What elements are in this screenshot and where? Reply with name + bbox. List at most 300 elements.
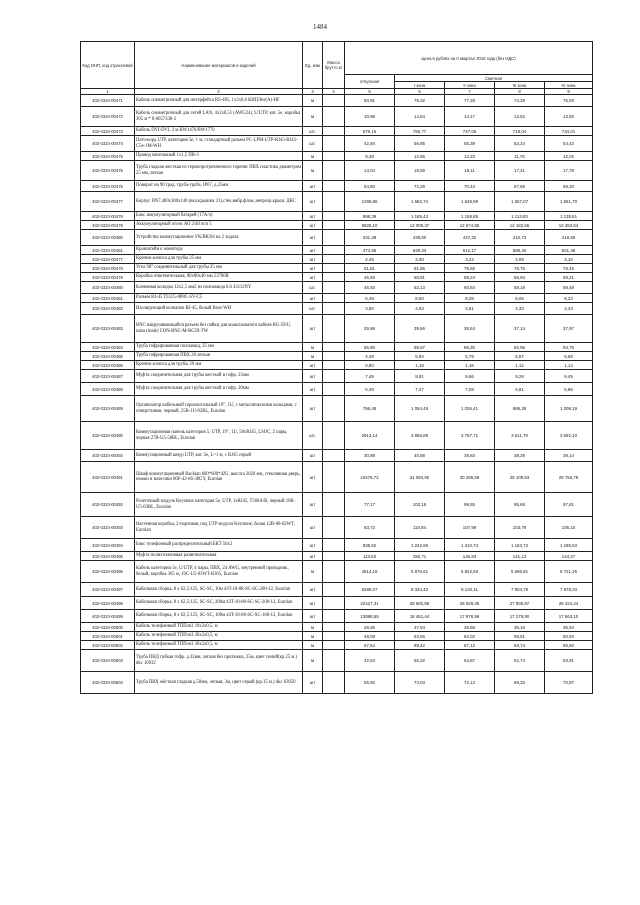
row-name: Муфта соединительная для трубы жесткой и гофр. 20мм	[135, 383, 303, 396]
row-mass	[323, 632, 345, 641]
row-zone4-price: 29 756,79	[545, 462, 593, 493]
row-mass	[323, 136, 345, 152]
row-zone1-price: 39,66	[395, 315, 445, 343]
row-code: 402-0310-00487	[81, 370, 135, 383]
row-zone2-price: 8,38	[445, 294, 495, 303]
row-zone2-price: 39,83	[445, 450, 495, 462]
row-zone3-price: 9,28	[495, 370, 545, 383]
row-release-price: 66,90	[345, 343, 395, 352]
row-release-price: 46,93	[345, 282, 395, 294]
row-release-price: 30,88	[345, 450, 395, 462]
row-unit: шт	[303, 246, 323, 255]
row-release-price: 14,04	[345, 161, 395, 181]
row-zone3-price: 58,19	[495, 282, 545, 294]
row-zone4-price: 8,23	[545, 294, 593, 303]
row-release-price: 42,94	[345, 136, 395, 152]
row-unit: шт	[303, 517, 323, 539]
table-row	[81, 127, 593, 136]
row-zone1-price: 5 976,61	[395, 561, 445, 583]
row-zone1-price: 628,33	[395, 246, 445, 255]
row-release-price: 331,28	[345, 230, 395, 246]
row-zone2-price: 60,54	[445, 282, 495, 294]
row-zone2-price: 59,24	[445, 273, 495, 282]
row-zone4-price: 5,69	[545, 352, 593, 361]
header-prices-title: Цена в рублях на II квартал 2016 года (без НДС)	[345, 42, 593, 75]
row-mass	[323, 650, 345, 672]
row-zone4-price: 12 453,54	[545, 221, 593, 230]
column-number: 5	[345, 89, 395, 95]
row-unit: шт	[303, 450, 323, 462]
row-unit: м	[303, 95, 323, 107]
row-code: 402-0310-00499	[81, 610, 135, 623]
row-zone3-price: 12 182,66	[495, 221, 545, 230]
row-zone1-price: 102,16	[395, 493, 445, 517]
table-row	[81, 450, 593, 462]
table-row	[81, 221, 593, 230]
row-mass	[323, 583, 345, 597]
row-zone4-price: 59,48	[545, 282, 593, 294]
row-unit: шт	[303, 583, 323, 597]
row-zone3-price: 986,28	[495, 396, 545, 422]
row-zone4-price: 37,97	[545, 315, 593, 343]
row-zone1-price: 31 084,90	[395, 462, 445, 493]
header-zone-4: IV зона	[545, 82, 593, 89]
row-mass	[323, 181, 345, 192]
row-zone2-price: 107,99	[445, 517, 495, 539]
table-row	[81, 230, 593, 246]
row-zone3-price: 52,74	[495, 650, 545, 672]
row-release-price: 5,49	[345, 383, 395, 396]
table-row	[81, 672, 593, 694]
table-row	[81, 152, 593, 161]
row-zone4-price: 85,60	[545, 641, 593, 650]
price-table	[80, 41, 593, 694]
row-zone2-price: 62,02	[445, 632, 495, 641]
row-name: Настенная коробка, 2-портовая, под UTP модули Keystone, белая 12B-00-02WT, Eurolan	[135, 517, 303, 539]
row-zone1-price: 62,13	[395, 282, 445, 294]
row-mass	[323, 221, 345, 230]
table-row	[81, 396, 593, 422]
row-zone2-price: 4,51	[445, 303, 495, 315]
row-unit: м	[303, 107, 323, 127]
row-mass	[323, 396, 345, 422]
header-name: Наименование материалов и изделий	[135, 42, 303, 89]
row-code: 402-0310-00479	[81, 273, 135, 282]
row-zone4-price: 1 138,61	[545, 212, 593, 221]
row-zone2-price: 18,11	[445, 161, 495, 181]
row-mass	[323, 610, 345, 623]
row-zone3-price: 37,14	[495, 315, 545, 343]
row-code: 402-0310-00484	[81, 343, 135, 352]
table-row	[81, 343, 593, 352]
row-zone1-price: 1 242,69	[395, 539, 445, 552]
row-zone2-price: 14,17	[445, 107, 495, 127]
row-zone1-price: 4,63	[395, 303, 445, 315]
row-code: 402-0310-00495	[81, 552, 135, 561]
row-mass	[323, 462, 345, 493]
row-unit: м	[303, 650, 323, 672]
row-mass	[323, 517, 345, 539]
row-name: Устройство коммутационное УК/ВК/04 на 2 ходала	[135, 230, 303, 246]
row-zone2-price: 1 210,74	[445, 539, 495, 552]
row-zone2-price: 747,05	[445, 127, 495, 136]
table-row	[81, 597, 593, 610]
row-release-price: 579,15	[345, 127, 395, 136]
row-zone1-price: 1 189,43	[395, 212, 445, 221]
row-mass	[323, 352, 345, 361]
row-name: BNC накручивающийся разъем без пайки для коаксиального кабеля RG-59/U, папа (male) CON-BNC-M-RG59-TW	[135, 315, 303, 343]
row-zone4-price: 12,02	[545, 152, 593, 161]
table-row	[81, 641, 593, 650]
row-unit: м	[303, 641, 323, 650]
table-row	[81, 161, 593, 181]
row-mass	[323, 230, 345, 246]
row-zone3-price: 74,28	[495, 95, 545, 107]
row-zone3-price: 95,68	[495, 493, 545, 517]
row-zone3-price: 76,75	[495, 264, 545, 273]
row-zone4-price: 53,91	[545, 650, 593, 672]
row-name: Угол 90° соединительный для трубы 25 мм	[135, 264, 303, 273]
row-code: 402-0310-00482	[81, 303, 135, 315]
row-mass	[323, 450, 345, 462]
row-release-price: 42,54	[345, 650, 395, 672]
row-zone4-price: 7 978,33	[545, 583, 593, 597]
row-name: Кабель симметричный для сетей LAN, 4х2х0,51 (AWG24), U/UTP, кат. 5е, коробка 305 м * 0-0057338-2	[135, 107, 303, 127]
table-row	[81, 282, 593, 294]
row-code: 402-0310-00481	[81, 246, 135, 255]
row-zone4-price: 58,21	[545, 273, 593, 282]
row-zone4-price: 9,49	[545, 370, 593, 383]
row-unit: шт	[303, 539, 323, 552]
row-release-price: 796,48	[345, 396, 395, 422]
row-release-price: 60,91	[345, 95, 395, 107]
row-code: 402-0310-00480	[81, 230, 135, 246]
row-zone3-price: 17,41	[495, 161, 545, 181]
row-mass	[323, 552, 345, 561]
row-code: 402-0310-00485	[81, 352, 135, 361]
row-zone2-price: 28 929,35	[445, 597, 495, 610]
row-code: 402-0310-00502	[81, 641, 135, 650]
table-row	[81, 422, 593, 450]
row-unit: шт.	[303, 136, 323, 152]
row-zone1-price: 8 334,42	[395, 583, 445, 597]
row-release-price: 83,72	[345, 517, 395, 539]
row-mass	[323, 561, 345, 583]
row-mass	[323, 282, 345, 294]
row-zone1-price: 40,88	[395, 450, 445, 462]
row-zone4-price: 5 721,26	[545, 561, 593, 583]
row-release-price: 28,36	[345, 623, 395, 632]
row-release-price: 10,98	[345, 107, 395, 127]
header-zone-3: III зона	[495, 82, 545, 89]
row-mass	[323, 264, 345, 273]
table-row	[81, 212, 593, 221]
row-code: 402-0310-00480	[81, 282, 135, 294]
table-row	[81, 462, 593, 493]
row-mass	[323, 303, 345, 315]
row-code: 402-0310-00490	[81, 422, 135, 450]
row-unit: шт	[303, 212, 323, 221]
row-zone4-price: 601,48	[545, 246, 593, 255]
header-code: Код ОНП, код отраслевой	[81, 42, 135, 89]
row-unit: шт	[303, 221, 323, 230]
row-name: Бокс аккумуляторный батарей (17А/ч)	[135, 212, 303, 221]
row-zone1-price: 3 856,89	[395, 422, 445, 450]
row-zone1-price: 63,66	[395, 632, 445, 641]
row-zone2-price: 1 026,41	[445, 396, 495, 422]
row-unit: м	[303, 152, 323, 161]
row-name: Труба ПНД гибкая гофр. д.32мм, легкая без протяжки, 25м, цвет синий(кр.25 м.) dkc 10932	[135, 650, 303, 672]
row-zone4-price: 97,81	[545, 493, 593, 517]
row-code: 402-0310-00503	[81, 650, 135, 672]
row-name: Бокс телефонный распределительный БКТ 50х2	[135, 539, 303, 552]
row-unit: шт	[303, 370, 323, 383]
row-unit: шт	[303, 361, 323, 370]
row-unit: шт	[303, 672, 323, 694]
row-unit: шт	[303, 383, 323, 396]
row-zone2-price: 12,23	[445, 152, 495, 161]
row-zone3-price: 1,12	[495, 361, 545, 370]
row-zone3-price: 69,33	[495, 672, 545, 694]
row-release-price: 4514,15	[345, 561, 395, 583]
row-mass	[323, 623, 345, 632]
row-name: Кабельная сборка, 8 х 62,5/125, SC-SC, 100м 43T-10-08-SC-SC-100-12, Eurolan	[135, 610, 303, 623]
row-code: 402-0310-00486	[81, 361, 135, 370]
row-zone4-price: 419,86	[545, 230, 593, 246]
row-zone3-price: 3,09	[495, 255, 545, 264]
row-unit: шт	[303, 264, 323, 273]
row-unit: шт	[303, 597, 323, 610]
row-code: 402-0310-00501	[81, 632, 135, 641]
row-zone4-price: 70,87	[545, 672, 593, 694]
row-mass	[323, 315, 345, 343]
row-release-price: 7,49	[345, 370, 395, 383]
row-code: 402-0310-00494	[81, 539, 135, 552]
row-code: 402-0310-00491	[81, 462, 135, 493]
row-zone2-price: 38,64	[445, 315, 495, 343]
table-row	[81, 303, 593, 315]
row-mass	[323, 212, 345, 221]
row-zone4-price: 17,79	[545, 161, 593, 181]
row-zone3-price: 38,29	[495, 450, 545, 462]
row-zone3-price: 718,04	[495, 127, 545, 136]
row-zone4-price: 84,79	[545, 343, 593, 352]
row-zone3-price: 5 596,81	[495, 561, 545, 583]
row-zone3-price: 1 163,72	[495, 539, 545, 552]
row-mass	[323, 152, 345, 161]
row-zone4-price: 13,92	[545, 107, 593, 127]
table-row	[81, 107, 593, 127]
row-zone2-price: 5,79	[445, 352, 495, 361]
row-release-price: 9,48	[345, 152, 395, 161]
column-number: 7	[445, 89, 495, 95]
row-zone3-price: 7 804,79	[495, 583, 545, 597]
header-unit: Ед. изм	[303, 42, 323, 89]
row-zone1-price: 74,03	[395, 672, 445, 694]
page-number: 1484	[313, 23, 327, 31]
row-zone2-price: 17 976,99	[445, 610, 495, 623]
row-mass	[323, 383, 345, 396]
row-zone1-price: 37,54	[395, 623, 445, 632]
row-name: Труба гофрированная полиамид, 25 мм	[135, 343, 303, 352]
row-mass	[323, 672, 345, 694]
row-zone3-price: 1 113,83	[495, 212, 545, 221]
row-name: Крепеж-клипса для трубы 20 мм	[135, 361, 303, 370]
row-zone1-price: 150,71	[395, 552, 445, 561]
row-zone2-price: 427,32	[445, 230, 495, 246]
row-zone2-price: 87,12	[445, 641, 495, 650]
row-zone4-price: 75,93	[545, 95, 593, 107]
row-name: Кабель симметричный для интерфейса RS-485, 1х2х0,6 КИПЭнг(А)-HF	[135, 95, 303, 107]
table-row	[81, 539, 593, 552]
row-code: 402-0310-00492	[81, 493, 135, 517]
row-unit: шт.	[303, 282, 323, 294]
row-code: 402-0310-00500	[81, 623, 135, 632]
row-mass	[323, 95, 345, 107]
row-zone1-price: 5,94	[395, 352, 445, 361]
row-zone1-price: 438,60	[395, 230, 445, 246]
row-zone2-price: 77,28	[445, 95, 495, 107]
row-unit: шт	[303, 181, 323, 192]
row-code: 402-0310-00474	[81, 136, 135, 152]
row-name: Разъем RJ-45 TLUG-8P8C-SV-C5	[135, 294, 303, 303]
row-zone2-price: 7,08	[445, 383, 495, 396]
table-row	[81, 315, 593, 343]
table-row	[81, 264, 593, 273]
row-mass	[323, 246, 345, 255]
row-unit: шт	[303, 230, 323, 246]
row-unit: шт.	[303, 422, 323, 450]
row-release-price: 3,50	[345, 303, 395, 315]
row-zone1-price: 110,84	[395, 517, 445, 539]
row-name: Кронштейн к монитору	[135, 246, 303, 255]
column-number: 2	[135, 89, 303, 95]
table-row	[81, 370, 593, 383]
row-zone1-price: 72,29	[395, 181, 445, 192]
row-zone3-price: 141,13	[495, 552, 545, 561]
header-zone-2: II зона	[445, 82, 495, 89]
column-number: 8	[495, 89, 545, 95]
row-zone3-price: 410,73	[495, 230, 545, 246]
row-zone4-price: 1 008,19	[545, 396, 593, 422]
row-name: Организатор кабельный горизонтальный 19", 1U, с металлическими кольцами, с отверстиями, черный, 25B-1U-02BL, Eurolan	[135, 396, 303, 422]
row-unit: шт	[303, 462, 323, 493]
row-unit: шт	[303, 315, 323, 343]
row-zone4-price: 3,16	[545, 255, 593, 264]
row-zone2-price: 54,87	[445, 650, 495, 672]
row-zone3-price: 11,76	[495, 152, 545, 161]
row-release-price: 29,96	[345, 315, 395, 343]
row-mass	[323, 343, 345, 352]
table-row	[81, 273, 593, 282]
row-name: Изолирующий колпачок RJ-45, белый Boot-WH	[135, 303, 303, 315]
table-row	[81, 361, 593, 370]
row-code: 402-0310-00477	[81, 192, 135, 212]
row-name: Провод монтажный 1х1,5 ПВ-3	[135, 152, 303, 161]
row-name: Труба гладкая жесткая из термопротрочненного гореняс ПВХ пластика диаметром 25 мм, легкая	[135, 161, 303, 181]
row-zone1-price: 1 054,49	[395, 396, 445, 422]
table-body	[81, 95, 593, 694]
row-unit: м	[303, 161, 323, 181]
row-code: 402-0310-00476	[81, 181, 135, 192]
row-zone4-price: 69,20	[545, 181, 593, 192]
row-release-price: 22427,31	[345, 597, 395, 610]
row-unit: м	[303, 343, 323, 352]
row-zone4-price: 39,14	[545, 450, 593, 462]
row-zone1-price: 56,32	[395, 650, 445, 672]
row-name: Муфта полиэтиленовая разветвительная	[135, 552, 303, 561]
row-name: Кабель категории 5е, U/UTP, 4 пары, ПВХ, 24 AWG, внутренний проводник, белый, коробка 305 м, 19С-U5-03WT-B305, Eurolan	[135, 561, 303, 583]
row-zone2-price: 70,43	[445, 181, 495, 192]
row-zone4-price: 1 561,70	[545, 192, 593, 212]
row-zone1-price: 9,91	[395, 370, 445, 383]
row-code: 402-0310-00479	[81, 221, 135, 230]
table-row	[81, 493, 593, 517]
row-zone3-price: 27 805,97	[495, 597, 545, 610]
row-code: 402-0310-00473	[81, 127, 135, 136]
row-mass	[323, 539, 345, 552]
row-zone1-price: 3,30	[395, 255, 445, 264]
row-zone1-price: 56,85	[395, 136, 445, 152]
row-mass	[323, 361, 345, 370]
row-name: Клеммная колодка 12х2,5 мм2 из полиамида 6.6 43112NY	[135, 282, 303, 294]
header-estimate: Сметная	[395, 75, 593, 82]
row-name: Коммутационная панель категория 5, UTP, 19", 1U, 50xRJ45, LSOC, 2 пары, черная 27B-U5-50BL, Eurolan	[135, 422, 303, 450]
row-zone4-price: 1 189,63	[545, 539, 593, 552]
row-zone4-price: 28 424,24	[545, 597, 593, 610]
row-zone2-price: 1 158,85	[445, 212, 495, 221]
row-zone3-price: 67,69	[495, 181, 545, 192]
row-zone4-price: 17 663,10	[545, 610, 593, 623]
row-zone3-price: 35,16	[495, 623, 545, 632]
row-mass	[323, 370, 345, 383]
table-row	[81, 192, 593, 212]
row-code: 402-0310-00489	[81, 396, 135, 422]
row-mass	[323, 294, 345, 303]
column-number: 1	[81, 89, 135, 95]
row-code: 402-0310-00497	[81, 583, 135, 597]
row-zone2-price: 72,13	[445, 672, 495, 694]
column-number: 6	[395, 89, 445, 95]
row-name: Кабель DVI-DVI, 2 м BW1470/BW1770	[135, 127, 303, 136]
row-name: Крепеж-клипса для трубы 25 мм	[135, 255, 303, 264]
row-code: 402-0310-00488	[81, 383, 135, 396]
row-zone3-price: 59,61	[495, 632, 545, 641]
row-release-price: 6,49	[345, 294, 395, 303]
row-zone2-price: 86,30	[445, 343, 495, 352]
row-zone3-price: 83,74	[495, 641, 545, 650]
row-zone3-price: 13,62	[495, 107, 545, 127]
row-zone2-price: 5 822,93	[445, 561, 495, 583]
header-zone-1: I зона	[395, 82, 445, 89]
row-unit: шт	[303, 396, 323, 422]
row-release-price: 2,49	[345, 255, 395, 264]
row-release-price: 61,81	[345, 264, 395, 273]
row-code: 402-0310-00478	[81, 212, 135, 221]
row-release-price: 1295,86	[345, 192, 395, 212]
row-release-price: 474,58	[345, 246, 395, 255]
row-unit: шт	[303, 552, 323, 561]
row-zone3-price: 6,81	[495, 383, 545, 396]
row-zone2-price: 3 757,71	[445, 422, 495, 450]
row-zone2-price: 3,22	[445, 255, 495, 264]
row-name: Шкаф коммутационный Racklan 600*600*42U, высота 2020 мм, стеклянная дверь, ножки и колесики 60F-42-66-38GY, Eurolan	[135, 462, 303, 493]
table-row	[81, 383, 593, 396]
row-name: Труба гофрированная ПВХ 20 легкая	[135, 352, 303, 361]
row-zone4-price: 35,94	[545, 623, 593, 632]
row-code: 402-0310-00504	[81, 672, 135, 694]
row-unit: шт.	[303, 303, 323, 315]
